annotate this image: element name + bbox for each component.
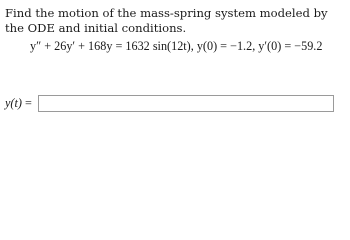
answer-label <box>5 96 32 111</box>
equals-sign: = <box>24 96 32 110</box>
answer-input[interactable] <box>38 95 334 112</box>
answer-label-text: y(t) <box>5 96 22 110</box>
answer-row <box>5 95 334 112</box>
problem-prompt: Find the motion of the mass-spring system modeled by the ODE and initial conditions. <box>5 6 328 35</box>
ode-equation: y″ + 26y′ + 168y = 1632 sin(12t), y(0) = −1.2, y′(0) = −59.2 <box>30 39 323 53</box>
